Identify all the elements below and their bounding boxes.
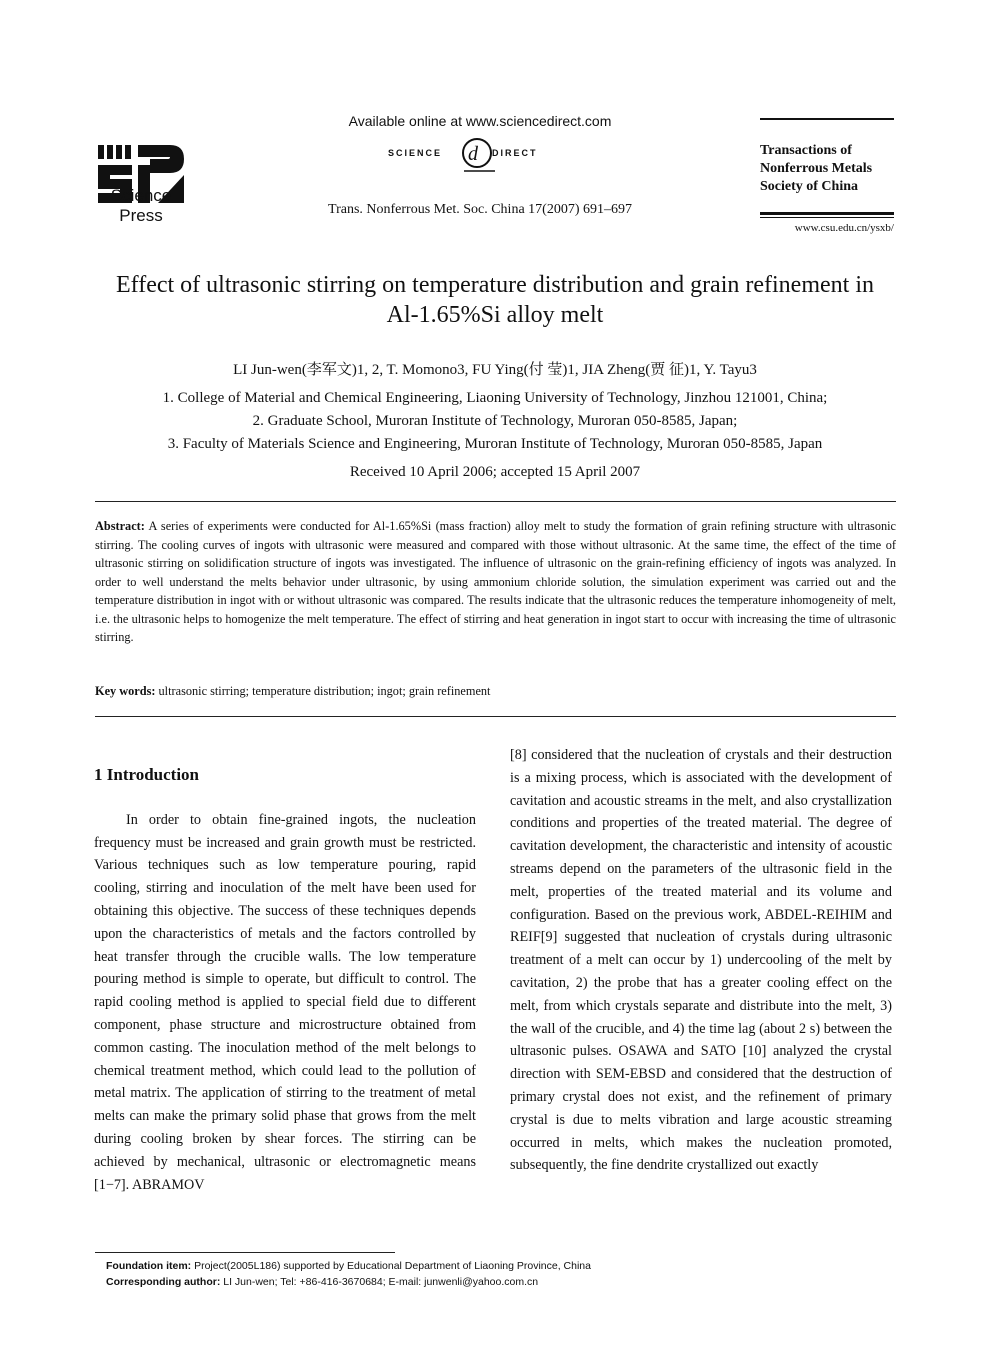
keywords: [95, 684, 896, 699]
abstract: [95, 517, 896, 647]
paper-title-line: Al-1.65%Si alloy melt: [386, 302, 604, 328]
keywords-label: Key words:: [95, 684, 156, 698]
journal-url: www.csu.edu.cn/ysxb/: [794, 222, 894, 234]
sciencedirect-left-word: SCIENCE: [388, 148, 443, 158]
header-rule-thick: [760, 212, 894, 215]
body-paragraph: In order to obtain fine-grained ingots, the nucleation frequency must be increased and grain growth must be restricted. Various techniques such as low temperature pouring, rapid cooling, stirring and inoculation of the melt have been used for obtaining this objective. The success of these techniques depends upon the characteristics of metals and the factors controlled by heat transfer through the crucible walls. The low temperature pouring method is simple to operate, but difficult to control. The rapid cooling method is applied to special field due to different component, phase structure and microstructure obtained from common casting. The inoculation method of the melt belongs to chemical treatment method, which could lead to the pollution of metal matrix. The application of stirring to the treatment of metal melts can make the primary solid phase that grows from the melt during cooling broken by shear forces. The stirring can be achieved by mechanical, ultrasonic or electromagnetic means [1−7]. ABRAMOV: [94, 811, 476, 1193]
body-column-left: [94, 744, 476, 1196]
footnote-foundation: [106, 1260, 591, 1272]
journal-title-line: Transactions of: [760, 143, 852, 158]
affiliation: 3. Faculty of Materials Science and Engineering, Muroran Institute of Technology, Muroran 050-8585, Japan: [167, 436, 823, 452]
svg-text:d: d: [468, 143, 478, 165]
footnote-label: Foundation item:: [106, 1260, 192, 1272]
footnote-text: Project(2005L186) supported by Educational Department of Liaoning Province, China: [194, 1260, 591, 1272]
footnote-text: LI Jun-wen; Tel: +86-416-3670684; E-mail: junwenli@yahoo.com.cn: [223, 1276, 539, 1288]
divider: [95, 716, 896, 717]
available-online-text: Available online at www.sciencedirect.com: [348, 113, 612, 129]
header-rule-thin: [760, 217, 894, 218]
affiliation: 2. Graduate School, Muroran Institute of Technology, Muroran 050-8585, Japan;: [252, 413, 738, 429]
paper-title-line: Effect of ultrasonic stirring on temperature distribution and grain refinement in: [116, 272, 874, 298]
journal-title-line: Society of China: [760, 179, 858, 194]
footnote-rule: [95, 1252, 395, 1253]
affiliation: 1. College of Material and Chemical Engineering, Liaoning University of Technology, Jinzhou 121001, China;: [162, 390, 828, 406]
publisher-name: Science Press: [110, 186, 172, 225]
keywords-text: ultrasonic stirring; temperature distribution; ingot; grain refinement: [158, 684, 491, 698]
journal-citation: Trans. Nonferrous Met. Soc. China 17(2007) 691–697: [328, 202, 632, 217]
body-column-right: [510, 744, 892, 1177]
divider: [95, 501, 896, 502]
received-dates: Received 10 April 2006; accepted 15 April 2007: [349, 464, 641, 480]
abstract-label: Abstract:: [95, 519, 145, 533]
sciencedirect-right-word: DIRECT: [492, 148, 538, 158]
footnote-corresponding: [106, 1276, 538, 1288]
body-paragraph: [8] considered that the nucleation of crystals and their destruction is a mixing process, which is associated with the development of cavitation and acoustic streams in the melt, and also crystallization conditions and properties of the treated material. The degree of cavitation development, the characteristic and intensity of acoustic streams depend on the parameters of the ultrasonic field in the melt, properties of the treated material and its volume and configuration. Based on the previous work, ABDEL-REIHIM and REIF[9] suggested that nucleation of crystals during ultrasonic treatment of a melt can occur by 1) undercooling of the melt by cavitation, 2) the probe that has a greater cooling effect on the melt, from which crystals separate and distribute into the melt, 3) the wall of the crucible, and 4) the time lag (about 2 s) between the ultrasonic pulses. OSAWA and SATO [10] analyzed the crystal direction with SEM-EBSD and considered that the destruction of primary crystal does not exist, and the refinement of primary crystal is due to melts vibration and large acoustic streaming occurred in melts, which makes the nucleation promoted, subsequently, the fine dendrite crystallized out exactly: [510, 747, 892, 1174]
footnote-label: Corresponding author:: [106, 1276, 221, 1288]
section-heading: 1 Introduction: [94, 765, 200, 784]
paper-title: [80, 270, 910, 330]
header-rule-top: [760, 118, 894, 120]
journal-title: [760, 142, 910, 196]
author-list: LI Jun-wen(李军文)1, 2, T. Momono3, FU Ying(付 莹)1, JIA Zheng(贾 征)1, Y. Tayu3: [233, 362, 757, 378]
journal-title-line: Nonferrous Metals: [760, 161, 873, 176]
abstract-text: A series of experiments were conducted for Al-1.65%Si (mass fraction) alloy melt to study the formation of grain refining structure with ultrasonic stirring. The cooling curves of ingots with ultrasonic were measured and compared with those without ultrasonic. At the same time, the effect of the time of ultrasonic stirring on solidification structure of ingots was investigated. The influence of ultrasonic on the grain-refining efficiency of ingots was analyzed. In order to well understand the melts behavior under ultrasonic, by using ammonium chloride solution, the simulation experiment was carried out and the temperature distribution in ingot with or without ultrasonic was compared. The results indicate that the ultrasonic reduces the temperature inhomogeneity of melt, i.e. the ultrasonic helps to homogenize the melt temperature. The effect of stirring and heat generation in ingot start to occur with increasing the time of ultrasonic stirring.: [95, 519, 896, 644]
